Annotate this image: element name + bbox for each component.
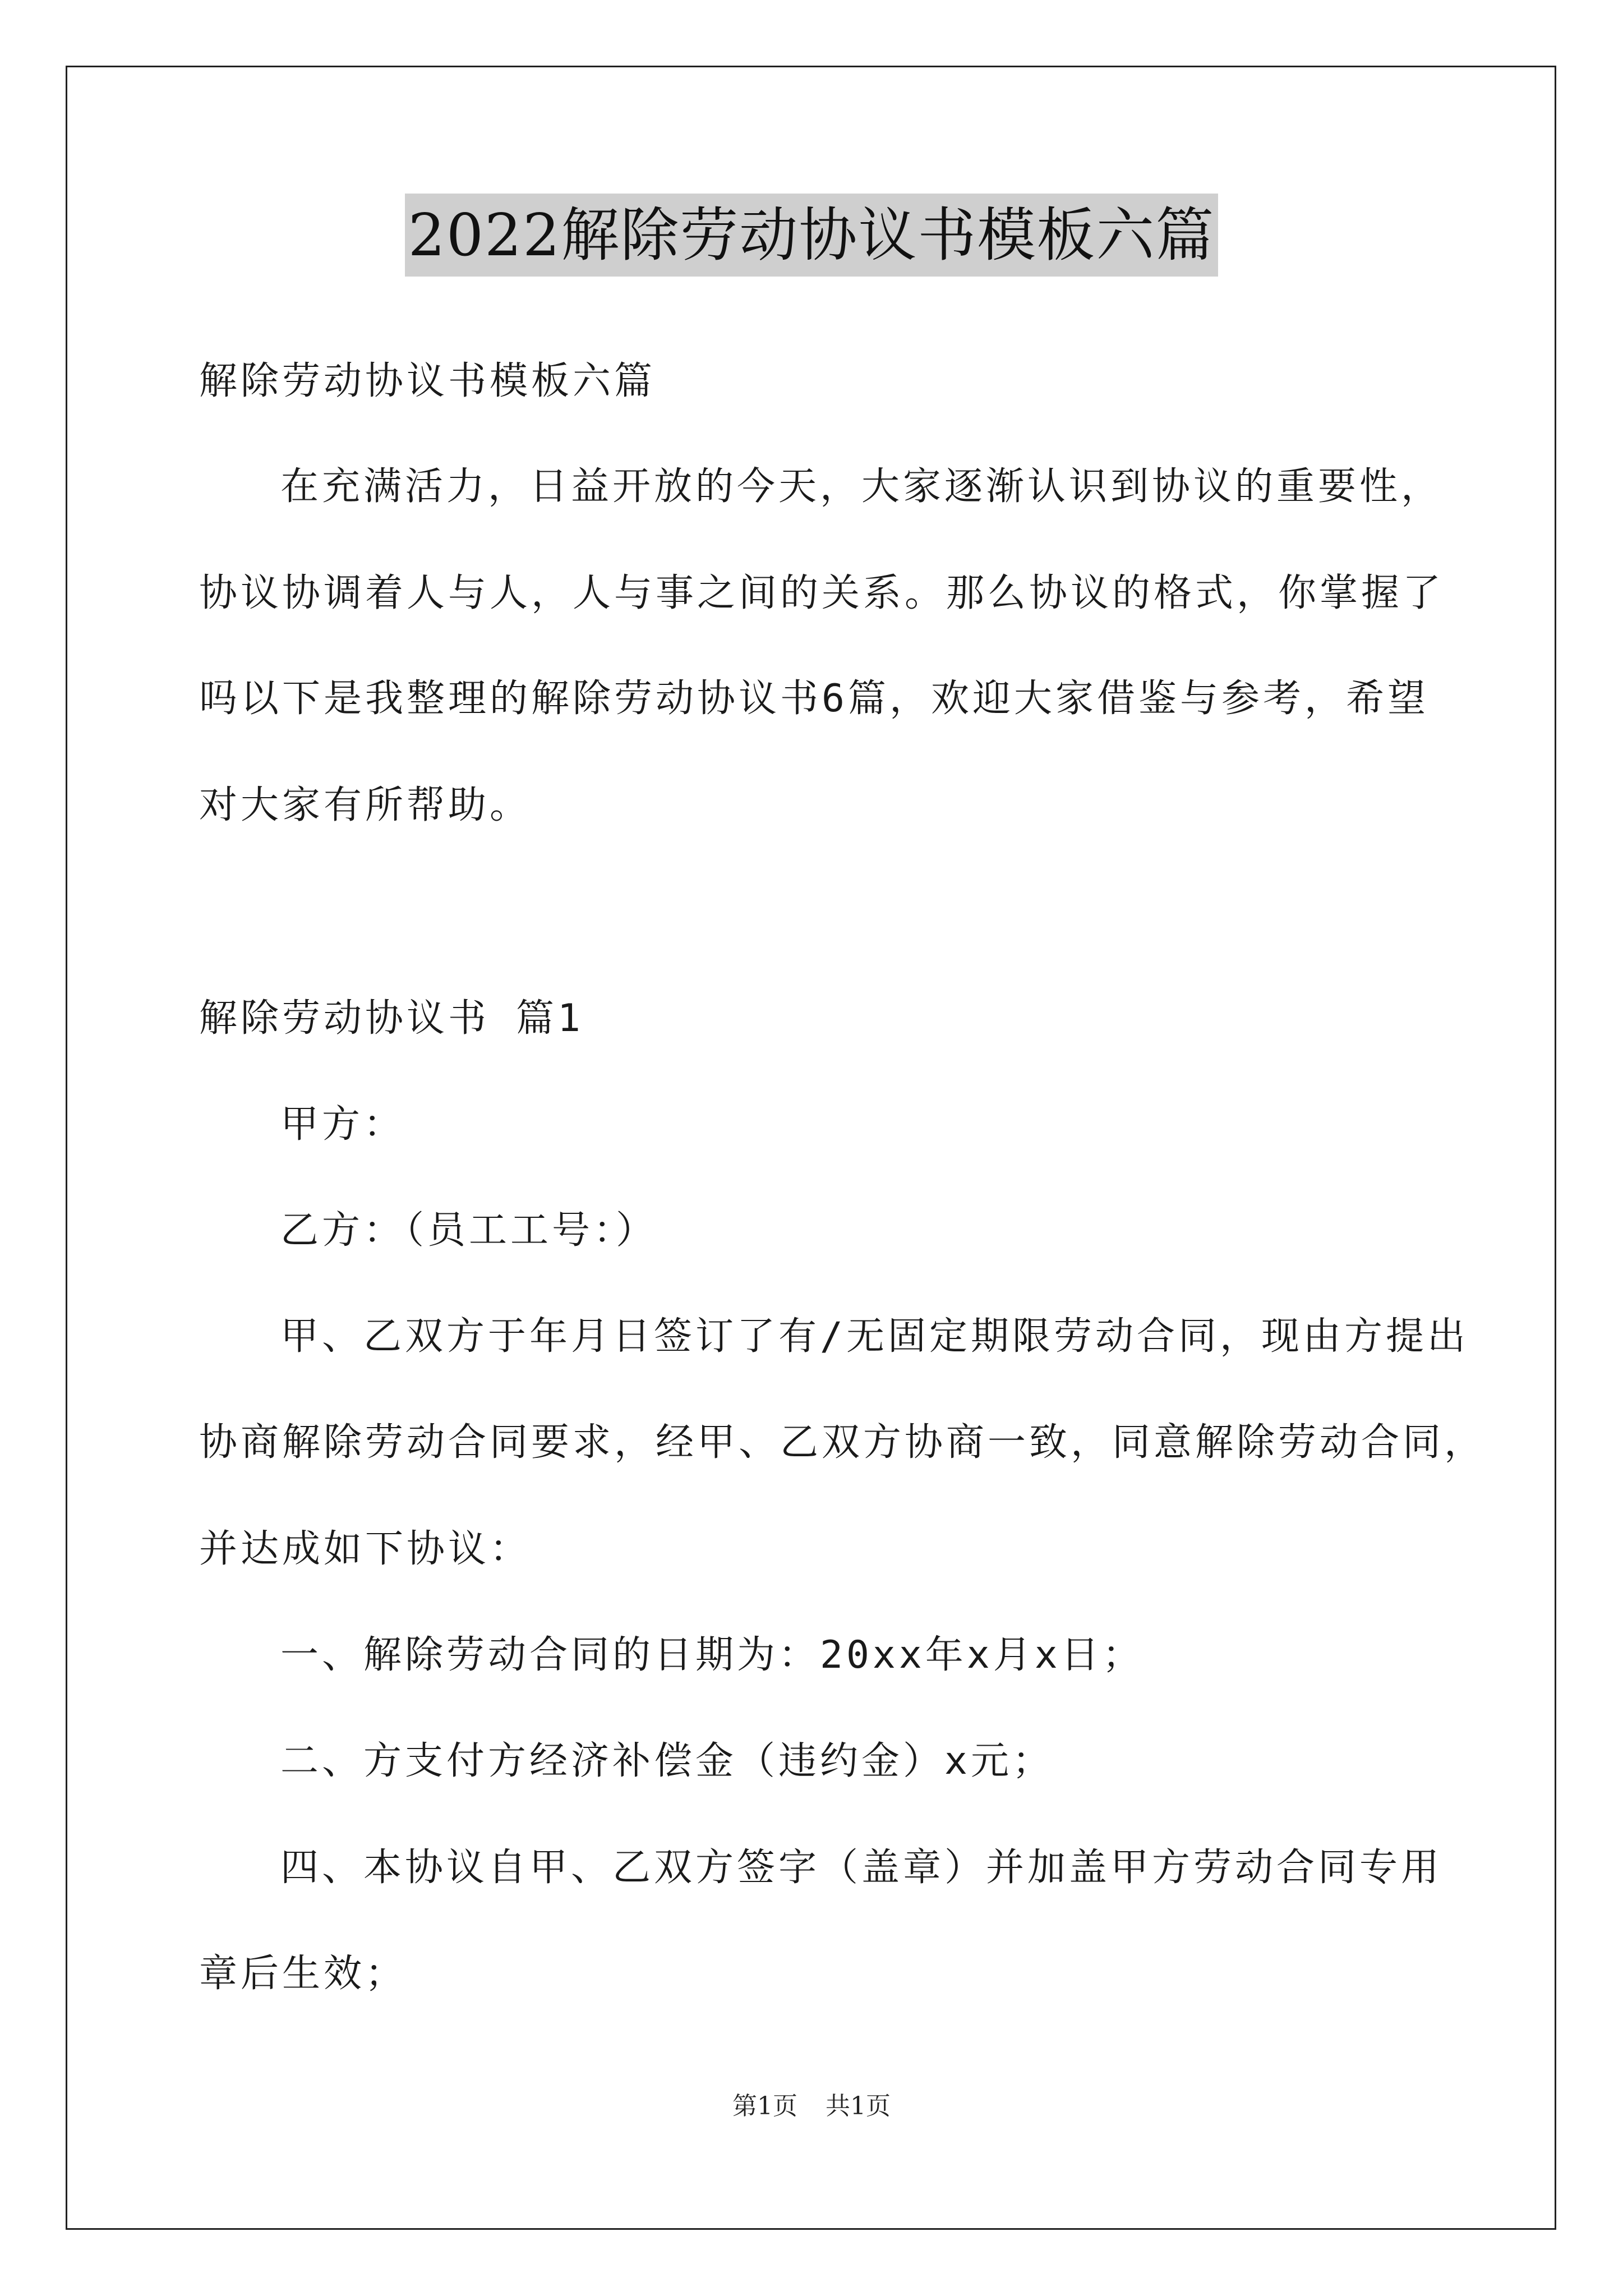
subtitle: 解除劳动协议书模板六篇 (199, 359, 656, 403)
agreement-line-1: 甲、乙双方于年月日签订了有/无固定期限劳动合同，现由方提出 (280, 1314, 1469, 1359)
clause-1: 一、解除劳动合同的日期为：20xx年x月x日； (280, 1633, 1144, 1677)
party-b-label: 乙方：（员工工号：） (280, 1208, 658, 1253)
agreement-line-3: 并达成如下协议： (199, 1527, 532, 1571)
document-title: 2022解除劳动协议书模板六篇 (405, 194, 1219, 277)
intro-line-1: 在充满活力，日益开放的今天，大家逐渐认识到协议的重要性， (280, 464, 1443, 509)
title-container (0, 194, 1623, 277)
clause-4-line-2: 章后生效； (199, 1952, 407, 1996)
section-heading: 解除劳动协议书 篇1 (199, 996, 584, 1041)
agreement-line-2: 协商解除劳动合同要求，经甲、乙双方协商一致，同意解除劳动合同， (199, 1420, 1486, 1465)
party-a-label: 甲方： (280, 1102, 405, 1147)
intro-line-3: 吗以下是我整理的解除劳动协议书6篇，欢迎大家借鉴与参考，希望 (199, 677, 1429, 721)
intro-line-2: 协议协调着人与人，人与事之间的关系。那么协议的格式，你掌握了 (199, 571, 1445, 615)
clause-4-line-1: 四、本协议自甲、乙双方签字（盖章）并加盖甲方劳动合同专用 (280, 1846, 1443, 1890)
clause-2: 二、方支付方经济补偿金（违约金）x元； (280, 1739, 1054, 1783)
page-number: 第1页 (732, 2092, 797, 2120)
page-total: 共1页 (826, 2092, 891, 2120)
page-footer (0, 2090, 1623, 2123)
intro-line-4: 对大家有所帮助。 (199, 783, 532, 827)
